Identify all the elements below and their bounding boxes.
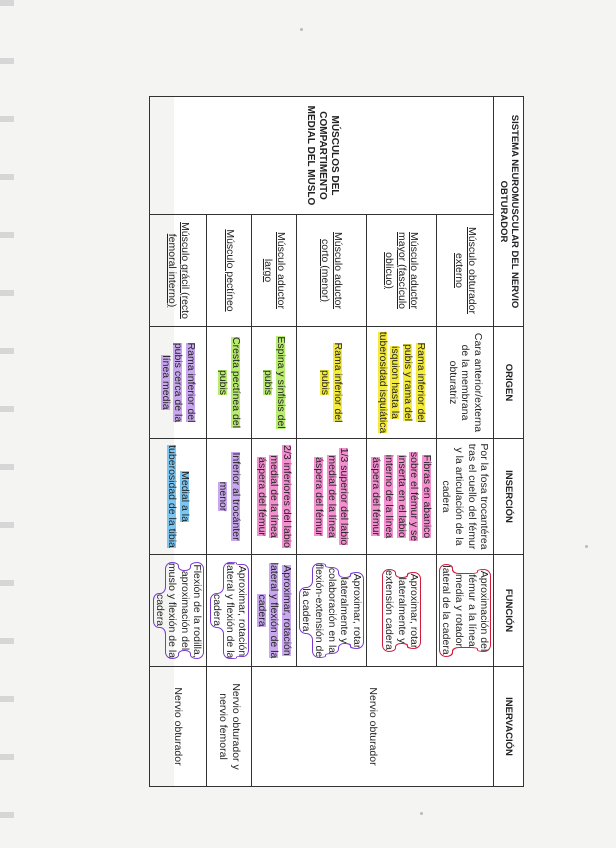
muscle-table: [149, 96, 524, 787]
muscle-cell: [296, 215, 366, 327]
muscle-cell: [207, 215, 252, 327]
origin-text: Rama inferior del pubis cerca de la línea media: [159, 342, 198, 423]
muscle-cell: [436, 215, 493, 327]
function-text: Flexión de la rodilla, aproximación del muslo y flexión de la cadera: [153, 562, 204, 659]
origin-cell: [149, 327, 206, 439]
origin-cell: [436, 327, 493, 439]
table-row: [436, 97, 493, 787]
function-text: Aproximar, rotar lateralmente y extensión cadera: [383, 570, 421, 650]
insertion-text: Inferior al trocánter menor: [217, 452, 242, 541]
header-system: SISTEMA NEUROMUSCULAR DEL NERVIO OBTURADOR: [494, 97, 524, 327]
muscle-name: Músculo aductor largo: [262, 231, 287, 310]
insertion-text: Medial a la tuberosidad de la tibia: [166, 445, 191, 548]
insertion-text: 1/3 superior del labio medial de la línea áspera del fémur: [313, 447, 351, 546]
function-text: Aproximación del fémur a la línea media y rotador lateral de la cadera: [440, 565, 491, 655]
nerve-cell: Nervio obturador: [252, 667, 494, 787]
function-cell: [436, 555, 493, 667]
muscle-cell: [366, 215, 436, 327]
header-nerve: INERVACIÓN: [494, 667, 524, 787]
header-origin: ORIGEN: [494, 327, 524, 439]
muscle-name: Músculo grácil (recto femoral interno): [166, 222, 191, 319]
origin-text: Espina y sínfisis del pubis: [262, 336, 287, 429]
origin-text: Cresta pectínea del pubis: [217, 336, 242, 429]
scanned-page: [153, 96, 524, 786]
scan-speck: [300, 28, 303, 31]
origin-cell: [366, 327, 436, 439]
header-function: FUNCIÓN: [494, 555, 524, 667]
insertion-cell: [149, 439, 206, 555]
insertion-cell: [296, 439, 366, 555]
header-row: [494, 97, 524, 787]
function-text: Aproximar, rotación lateral y flexión de la cadera: [210, 562, 249, 659]
insertion-cell: [252, 439, 297, 555]
muscle-name: Músculo obturador externo: [453, 227, 478, 314]
function-cell: [366, 555, 436, 667]
muscle-name: Músculo pectíneo: [223, 229, 236, 312]
muscle-cell: [252, 215, 297, 327]
insertion-cell: [207, 439, 252, 555]
scan-edge-marks: [0, 0, 14, 848]
muscle-name: Músculo aductor corto (menor): [319, 231, 344, 310]
nerve-cell: Nervio obturador y nervio femoral: [207, 667, 252, 787]
function-text: Aproximar, rotación lateral y flexión de la cadera: [255, 562, 293, 659]
function-cell: [252, 555, 297, 667]
muscle-cell: [149, 215, 206, 327]
function-cell: [207, 555, 252, 667]
insertion-text: 2/3 inferiores del labio medial de la línea áspera del fémur: [255, 445, 293, 548]
insertion-text: Fibras en abanico sobre el fémur y se inserta en el labio interno de la línea áspera del fémur: [370, 451, 433, 542]
function-text: Aproximar, rotar lateralmente y colaboración en la flexión-extensión de la cadera: [300, 563, 363, 658]
origin-text: Rama inferior del pubis: [319, 342, 344, 423]
nerve-cell: Nervio obturador: [149, 667, 206, 787]
header-insertion: INSERCIÓN: [494, 439, 524, 555]
scan-speck: [420, 812, 423, 815]
origin-cell: [296, 327, 366, 439]
function-cell: [296, 555, 366, 667]
origin-text: Rama inferior del pubis y rama del isquion hasta la tuberosidad isquiática: [376, 331, 427, 434]
scan-speck: [585, 545, 588, 548]
insertion-text: Por la fosa trocantérea tras el cuello del fémur y la articulación de la cadera: [440, 443, 491, 550]
insertion-cell: [366, 439, 436, 555]
origin-cell: [207, 327, 252, 439]
muscle-name: Músculo aductor mayor (fascículo oblicuo): [383, 231, 421, 310]
system-label-cell: MÚSCULOS DEL COMPARTIMENTO MEDIAL DEL MUSLO: [149, 97, 493, 215]
insertion-cell: [436, 439, 493, 555]
origin-text: Cara anterior/externa de la membrana obturatriz: [446, 332, 484, 433]
origin-cell: [252, 327, 297, 439]
function-cell: [149, 555, 206, 667]
rotated-sheet: [153, 96, 524, 786]
